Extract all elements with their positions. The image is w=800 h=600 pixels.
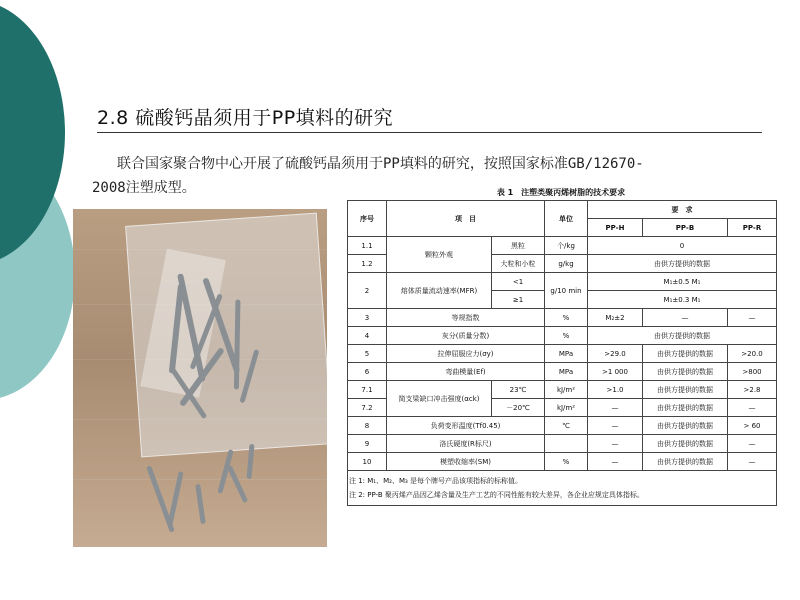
- table-row: 5 拉伸屈服应力(σy) MPa >29.0 由供方提供的数据 >20.0: [348, 345, 777, 363]
- table-row: 10 模塑收缩率(SM) % — 由供方提供的数据 —: [348, 453, 777, 471]
- table-row: 1.1 颗粒外观 黑粒 个/kg 0: [348, 237, 777, 255]
- plastic-bag: [125, 213, 327, 458]
- table-row: ≥1 M₁±0.3 M₁: [348, 291, 777, 309]
- paragraph-line-1: 联合国家聚合物中心开展了硫酸钙晶须用于PP填料的研究，按照国家标准GB/12670-: [117, 156, 644, 172]
- table-row: 4 灰分(质量分数) % 由供方提供的数据: [348, 327, 777, 345]
- table-note-1: 注 1: M₁、M₂、M₃ 是每个牌号产品该项指标的标称值。: [349, 477, 523, 485]
- spec-table: [347, 200, 777, 506]
- table-row: 7.2 －20℃ kJ/m² — 由供方提供的数据 —: [348, 399, 777, 417]
- table-note-2: 注 2: PP-B 聚丙烯产品因乙烯含量及生产工艺的不同性能有较大差异，各企业应规定具体指标。: [349, 491, 644, 499]
- table-row: 6 弯曲模量(Ef) MPa >1 000 由供方提供的数据 >800: [348, 363, 777, 381]
- table-caption: 表 1 注塑类聚丙烯树脂的技术要求: [496, 188, 626, 197]
- spec-table-block: [341, 186, 781, 506]
- table-row: 9 洛氏硬度(R标尺) — 由供方提供的数据 —: [348, 435, 777, 453]
- table-subheader-row: PP-H PP-B PP-R: [348, 219, 777, 237]
- table-row: 2 熔体质量流动速率(MFR) <1 g/10 min M₁±0.5 M₁: [348, 273, 777, 291]
- title-divider: [97, 132, 762, 133]
- slide-title: 2.8 硫酸钙晶须用于PP填料的研究: [97, 107, 394, 129]
- table-header-row: 序号 项 目 单位 要 求: [348, 201, 777, 219]
- table-row: 7.1 简支梁缺口冲击强度(αck) 23℃ kJ/m² >1.0 由供方提供的数据 >2.8: [348, 381, 777, 399]
- table-row: 8 负荷变形温度(Tf0.45) ℃ — 由供方提供的数据 > 60: [348, 417, 777, 435]
- table-row: 3 等规指数 % M₂±2 — —: [348, 309, 777, 327]
- sample-photo: [73, 209, 327, 547]
- table-notes-row: [348, 471, 777, 506]
- paragraph-line-2: 2008注塑成型。: [92, 180, 196, 196]
- table-row: 1.2 大粒和小粒 g/kg 由供方提供的数据: [348, 255, 777, 273]
